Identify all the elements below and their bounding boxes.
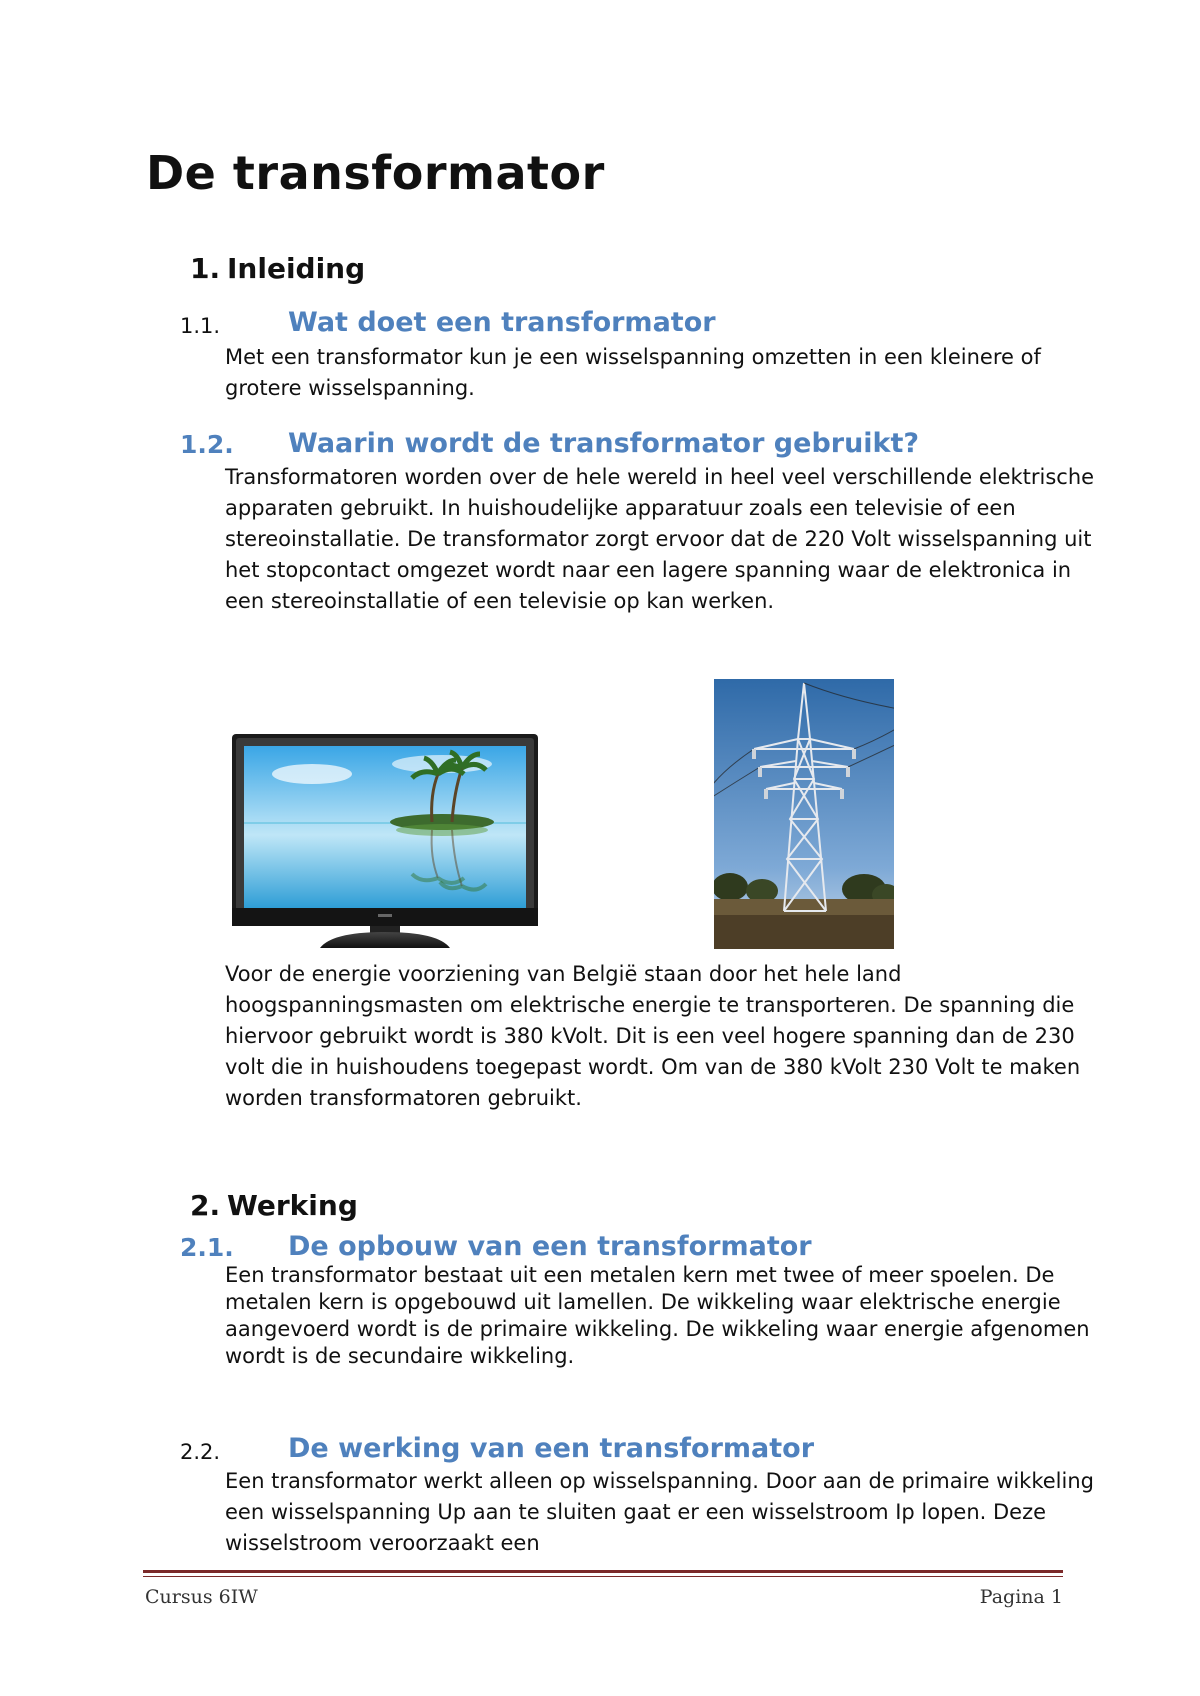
subsection-heading: De opbouw van een transformator: [288, 1231, 812, 1262]
power-pylon-image: [714, 679, 894, 949]
paragraph: Een transformator bestaat uit een metalen kern met twee of meer spoelen. De metalen kern is opgebouwd uit lamellen. De wikkeling waar elektrische energie aangevoerd wordt is de primaire wikkeling. De wikkeling waar energie afgenomen wordt is de secundaire wikkeling.: [225, 1263, 1090, 1368]
section-number: 2.: [190, 1189, 221, 1222]
footer-course: Cursus 6IW: [145, 1586, 258, 1608]
section-title: Inleiding: [227, 252, 366, 285]
subsection-heading: De werking van een transformator: [288, 1433, 815, 1464]
section-title: Werking: [227, 1189, 358, 1222]
subsection-number: 2.1.: [180, 1233, 234, 1262]
subsection-number: 2.2.: [180, 1440, 221, 1464]
subsection-heading: Waarin wordt de transformator gebruikt?: [288, 428, 920, 459]
section-heading-werking: [190, 1189, 358, 1222]
section-number: 1.: [190, 252, 221, 285]
paragraph: Voor de energie voorziening van België staan door het hele land hoogspanningsmasten om elektrische energie te transporteren. De spanning die hiervoor gebruikt wordt is 380 kVolt. Dit is een veel hogere spanning dan de 230 volt die in huishoudens toegepast wordt. Om van de 380 kVolt 230 Volt te maken worden transformatoren gebruikt.: [225, 962, 1081, 1110]
footer-rule-thin: [143, 1576, 1063, 1577]
paragraph: Transformatoren worden over de hele wereld in heel veel verschillende elektrische apparaten gebruikt. In huishoudelijke apparatuur zoals een televisie of een stereoinstallatie. De transformator zorgt ervoor dat de 220 Volt wisselspanning uit het stopcontact omgezet wordt naar een lagere spanning waar de elektronica in een stereoinstallatie of een televisie op kan werken.: [225, 465, 1095, 613]
television-image: [232, 734, 538, 948]
page-title: De transformator: [146, 146, 605, 200]
section-heading-inleiding: [190, 252, 365, 285]
subsection-heading: Wat doet een transformator: [288, 307, 716, 338]
paragraph: Een transformator werkt alleen op wisselspanning. Door aan de primaire wikkeling een wisselspanning Up aan te sluiten gaat er een wisselstroom Ip lopen. Deze wisselstroom veroorzaakt een: [225, 1469, 1094, 1555]
subsection-number: 1.1.: [180, 314, 221, 338]
footer-page-number: Pagina 1: [979, 1586, 1063, 1608]
paragraph: Met een transformator kun je een wisselspanning omzetten in een kleinere of grotere wisselspanning.: [225, 345, 1041, 400]
subsection-number: 1.2.: [180, 430, 234, 459]
footer-rule: [143, 1570, 1063, 1573]
